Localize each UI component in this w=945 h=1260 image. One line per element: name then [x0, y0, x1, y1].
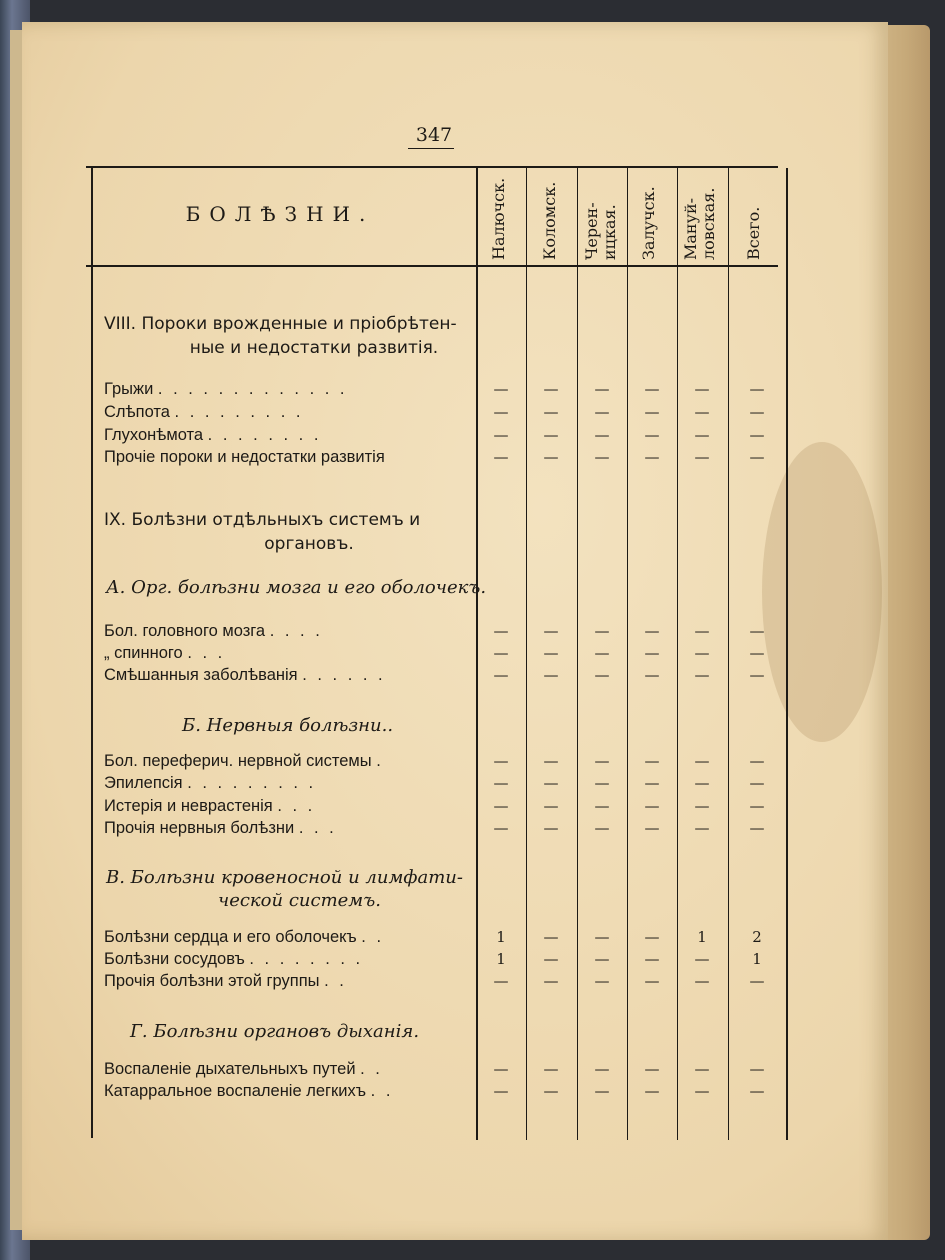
table-cell: —	[749, 1082, 765, 1100]
table-cell: —	[543, 752, 559, 770]
table-cell: —	[594, 403, 610, 421]
section-title-ix: IX. Болѣзни отдѣльныхъ системъ и органовъ.	[104, 510, 421, 554]
table-cell: —	[543, 448, 559, 466]
row-label	[104, 664, 476, 686]
table-cell: —	[543, 819, 559, 837]
table-cell: —	[594, 448, 610, 466]
row-label-text: Прочіе пороки и недостатки развитія	[104, 448, 385, 466]
table-cell: —	[543, 1060, 559, 1078]
row-label-text: Прочія нервныя болѣзни	[104, 819, 295, 837]
page-number-underline	[408, 148, 454, 149]
table-cell: —	[493, 448, 509, 466]
table-cell: —	[749, 752, 765, 770]
table-cell: —	[749, 666, 765, 684]
table-cell: —	[644, 426, 660, 444]
table-cell: —	[594, 928, 610, 946]
table-cell: —	[694, 644, 710, 662]
row-label-text: Воспаленіе дыхательныхъ путей	[104, 1060, 356, 1078]
table-cell: —	[749, 972, 765, 990]
table-cell: —	[644, 403, 660, 421]
table-cell: —	[594, 644, 610, 662]
row-label	[104, 424, 476, 446]
table-cell: —	[694, 1082, 710, 1100]
section-title-viii: VIII. Пороки врожденные и пріобрѣтен- ные и недостатки развитія.	[104, 314, 457, 358]
table-cell: —	[594, 752, 610, 770]
row-label-text: Слѣпота	[104, 403, 170, 421]
table-cell: —	[694, 950, 710, 968]
table-cell: —	[694, 426, 710, 444]
table-cell: —	[644, 622, 660, 640]
leader-dots: . . . . . . . .	[249, 950, 364, 968]
table-cell: —	[694, 972, 710, 990]
table-cell: —	[644, 666, 660, 684]
leader-dots: . . .	[277, 797, 316, 815]
row-label-text: Грыжи	[104, 380, 154, 398]
row-label-text: Глухонѣмота	[104, 426, 204, 444]
table-cell: —	[543, 972, 559, 990]
row-label	[104, 970, 476, 992]
table-cell: —	[543, 644, 559, 662]
leader-dots: . .	[361, 928, 385, 946]
table-cell: —	[493, 1082, 509, 1100]
table-cell: —	[493, 1060, 509, 1078]
leader-dots: . . . . . . . .	[207, 426, 322, 444]
table-cell: —	[694, 666, 710, 684]
table-cell: —	[543, 928, 559, 946]
row-label	[104, 1080, 476, 1102]
table-cell: 1	[496, 928, 506, 946]
table-cell: —	[644, 928, 660, 946]
leader-dots: . . . . . . . . .	[174, 403, 304, 421]
table-cell: —	[493, 819, 509, 837]
table-cell: —	[493, 403, 509, 421]
row-label	[104, 642, 476, 664]
table-cell: —	[594, 819, 610, 837]
table-cell: —	[749, 819, 765, 837]
table-cell: —	[543, 622, 559, 640]
row-label-text: Болѣзни сердца и его оболочекъ	[104, 928, 357, 946]
table-cell: —	[644, 644, 660, 662]
table-cell: —	[543, 774, 559, 792]
row-label	[104, 1058, 476, 1080]
table-cell: —	[594, 950, 610, 968]
leader-dots: . .	[324, 972, 347, 990]
subsection-title-b: Б. Нервныя болѣзни..	[182, 715, 394, 736]
table-cell: —	[694, 448, 710, 466]
table-cell: —	[594, 426, 610, 444]
row-label	[104, 772, 476, 794]
table-cell: —	[644, 448, 660, 466]
row-label-text: Бол. переферич. нервной системы	[104, 752, 372, 770]
table-top-rule	[86, 166, 778, 168]
table-cell: —	[694, 774, 710, 792]
table-cell: —	[644, 797, 660, 815]
table-cell: —	[493, 380, 509, 398]
table-cell: —	[543, 666, 559, 684]
table-cell: —	[493, 797, 509, 815]
table-cell: —	[749, 380, 765, 398]
leader-dots: . . . . . .	[302, 666, 386, 684]
table-cell: —	[694, 1060, 710, 1078]
table-cell: —	[594, 666, 610, 684]
table-cell: —	[594, 972, 610, 990]
table-cell: —	[749, 403, 765, 421]
table-cell: —	[543, 1082, 559, 1100]
row-label	[104, 378, 476, 400]
leader-dots: . . .	[187, 644, 226, 662]
table-cell: —	[493, 774, 509, 792]
table-title: БОЛѢЗНИ.	[185, 202, 375, 226]
subsection-title-g: Г. Болѣзни органовъ дыханія.	[130, 1021, 420, 1042]
table-cell: —	[694, 380, 710, 398]
row-label	[104, 817, 476, 839]
row-label	[104, 926, 476, 948]
row-label-text: Эпилепсія	[104, 774, 183, 792]
row-label-text: Бол. головного мозга	[104, 622, 266, 640]
table-cell: —	[644, 1082, 660, 1100]
leader-dots: . . . . . . . . .	[187, 774, 317, 792]
table-cell: —	[694, 622, 710, 640]
table-cell: —	[493, 622, 509, 640]
leader-dots: .	[376, 752, 384, 770]
subsection-title-v: В. Болѣзни кровеносной и лимфати- ческой системъ.	[106, 867, 463, 911]
page-number: 347	[415, 124, 453, 146]
row-label	[104, 446, 476, 468]
table-cell: —	[493, 752, 509, 770]
table-cell: —	[694, 797, 710, 815]
table-cell: —	[594, 1082, 610, 1100]
table-cell: —	[543, 797, 559, 815]
table-cell: —	[644, 1060, 660, 1078]
table-cell: —	[594, 622, 610, 640]
subsection-title-a: А. Орг. болѣзни мозга и его оболочекъ.	[106, 577, 487, 598]
row-label-text: „ спинного	[104, 644, 183, 662]
row-label	[104, 750, 476, 772]
table-cell: —	[749, 426, 765, 444]
table-cell: —	[694, 752, 710, 770]
table-cell: —	[694, 819, 710, 837]
table-cell: —	[594, 380, 610, 398]
table-header-rule	[86, 265, 778, 267]
table-cell: —	[493, 644, 509, 662]
leader-dots: . . .	[298, 819, 337, 837]
col-sep-6	[728, 168, 729, 1140]
table-cell: —	[644, 380, 660, 398]
table-cell: —	[644, 752, 660, 770]
table-cell: —	[543, 403, 559, 421]
row-label	[104, 401, 476, 423]
table-cell: —	[749, 1060, 765, 1078]
table-cell: —	[694, 403, 710, 421]
table-cell: —	[493, 972, 509, 990]
row-label-text: Истерія и неврастенія	[104, 797, 273, 815]
table-cell: —	[644, 819, 660, 837]
table-cell: —	[594, 1060, 610, 1078]
table-cell: —	[644, 972, 660, 990]
table-cell: —	[749, 622, 765, 640]
row-label	[104, 795, 476, 817]
table-cell: —	[749, 774, 765, 792]
table-cell: —	[749, 797, 765, 815]
table-cell: —	[543, 426, 559, 444]
table-cell: —	[493, 666, 509, 684]
table-cell: —	[543, 950, 559, 968]
leader-dots: . .	[370, 1082, 394, 1100]
table-cell: —	[493, 426, 509, 444]
table-cell: —	[594, 797, 610, 815]
table-cell: —	[749, 448, 765, 466]
table-cell: —	[749, 644, 765, 662]
row-label	[104, 948, 476, 970]
row-label-text: Болѣзни сосудовъ	[104, 950, 245, 968]
leader-dots: . .	[360, 1060, 383, 1078]
row-label-text: Прочія болѣзни этой группы	[104, 972, 320, 990]
table-cell: 1	[496, 950, 506, 968]
paper-stain	[762, 442, 882, 742]
table-cell: —	[543, 380, 559, 398]
table-cell: —	[644, 950, 660, 968]
row-label-text: Смѣшанныя заболѣванія	[104, 666, 298, 684]
row-label-text: Катарральное воспаленіе легкихъ	[104, 1082, 367, 1100]
leader-dots: . . . .	[269, 622, 323, 640]
table-cell: 1	[752, 950, 762, 968]
leader-dots: . . . . . . . . . . . . .	[157, 380, 348, 398]
table-cell: 1	[697, 928, 707, 946]
table-left-rule	[91, 168, 93, 1138]
table-cell: 2	[752, 928, 762, 946]
row-label	[104, 620, 476, 642]
table-cell: —	[594, 774, 610, 792]
col-sep-7	[786, 168, 788, 1140]
table-cell: —	[644, 774, 660, 792]
